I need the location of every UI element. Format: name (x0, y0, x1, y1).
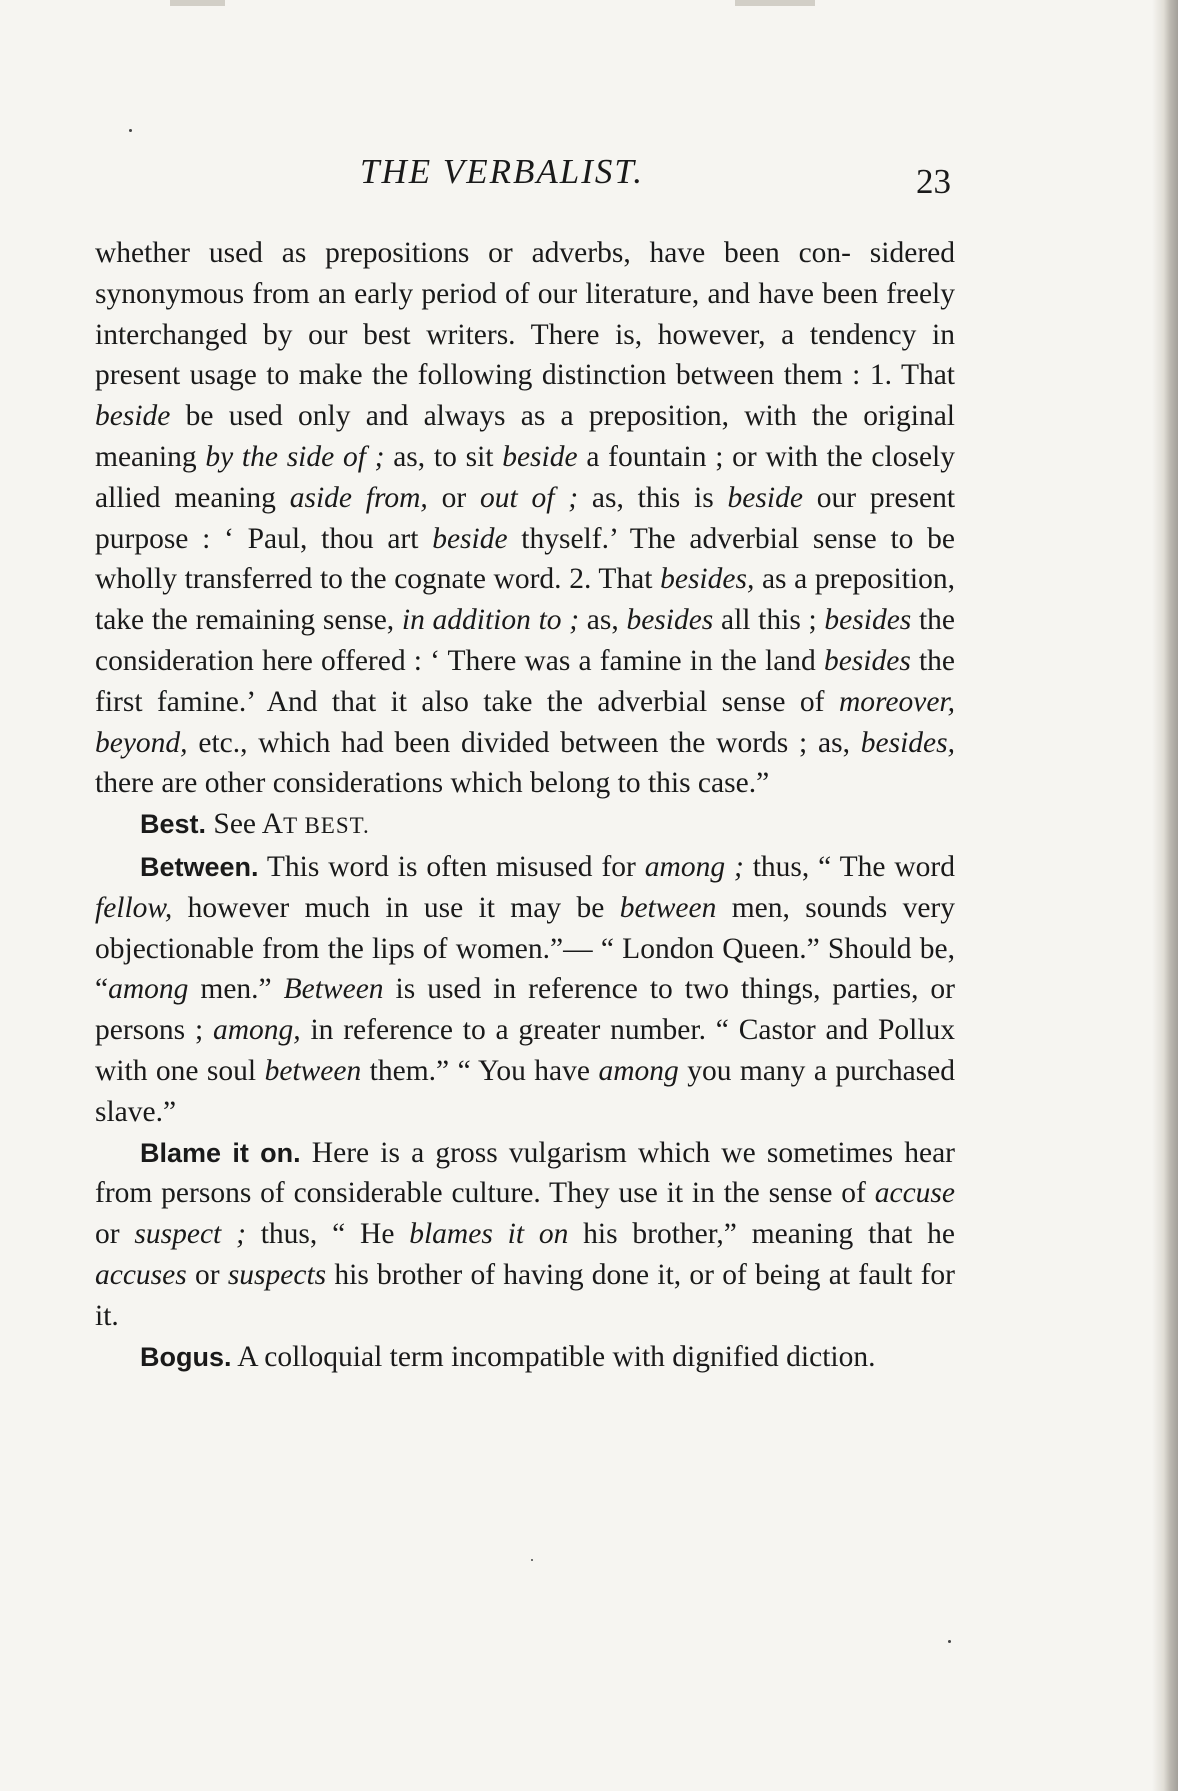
scan-speck (531, 1559, 533, 1561)
scan-smudge (735, 0, 815, 6)
scan-speck (129, 129, 132, 132)
entry-term: Blame it on. (140, 1137, 301, 1168)
entry-between: Between. This word is often misused for among ; thus, “ The word fellow, however much in use it may be between men, sounds very objectionable from the lips of women.”— “ London Queen.” Should be, “among men.” Between is used in reference to two things, parties, or persons ; among, in reference to a greater number. “ Castor and Pollux with one soul between them.” “ You have among you many a purchased slave.” (95, 850, 956, 1128)
page-body (95, 233, 955, 1377)
entry-bogus: Bogus. A colloquial term incompatible with dignified diction. (140, 1340, 876, 1373)
entry-term: Between. (140, 851, 259, 882)
continued-paragraph: whether used as prepositions or adverbs, have been con- sidered synonymous from an early period of our literature, and have been freely interchanged by our best writers. There is, however, a tendency in present usage to make the following distinction between them : 1. That beside be used only and always as a preposition, with the original meaning by the side of ; as, to sit beside a fountain ; or with the closely allied meaning aside from, or out of ; as, this is beside our present purpose : ‘ Paul, thou art beside thyself.’ The adverbial sense to be wholly transferred to the cognate word. 2. That besides, as a preposition, take the remaining sense, in addition to ; as, besides all this ; besides the consideration here offered : ‘ There was a famine in the land besides the first famine.’ And that it also take the adverbial sense of moreover, beyond, etc., which had been divided between the words ; as, besides, there are other considerations which belong to this case.” (95, 237, 956, 800)
page-number: 23 (916, 162, 951, 201)
scan-speck (948, 1640, 951, 1643)
running-title: THE VERBALIST. (360, 152, 645, 191)
entry-term: Bogus. (140, 1341, 232, 1372)
entry-blame-it-on: Blame it on. Here is a gross vulgarism which we sometimes hear from persons of considerable culture. They use it in the sense of accuse or suspect ; thus, “ He blames it on his brother,” meaning that he accuses or suspects his brother of having done it, or of being at fault for it. (95, 1136, 956, 1332)
scan-smudge (170, 0, 225, 6)
page-edge-shadow (1152, 0, 1178, 1791)
entry-best: Best. See AT BEST. (140, 808, 370, 841)
entry-term: Best. (140, 809, 207, 840)
